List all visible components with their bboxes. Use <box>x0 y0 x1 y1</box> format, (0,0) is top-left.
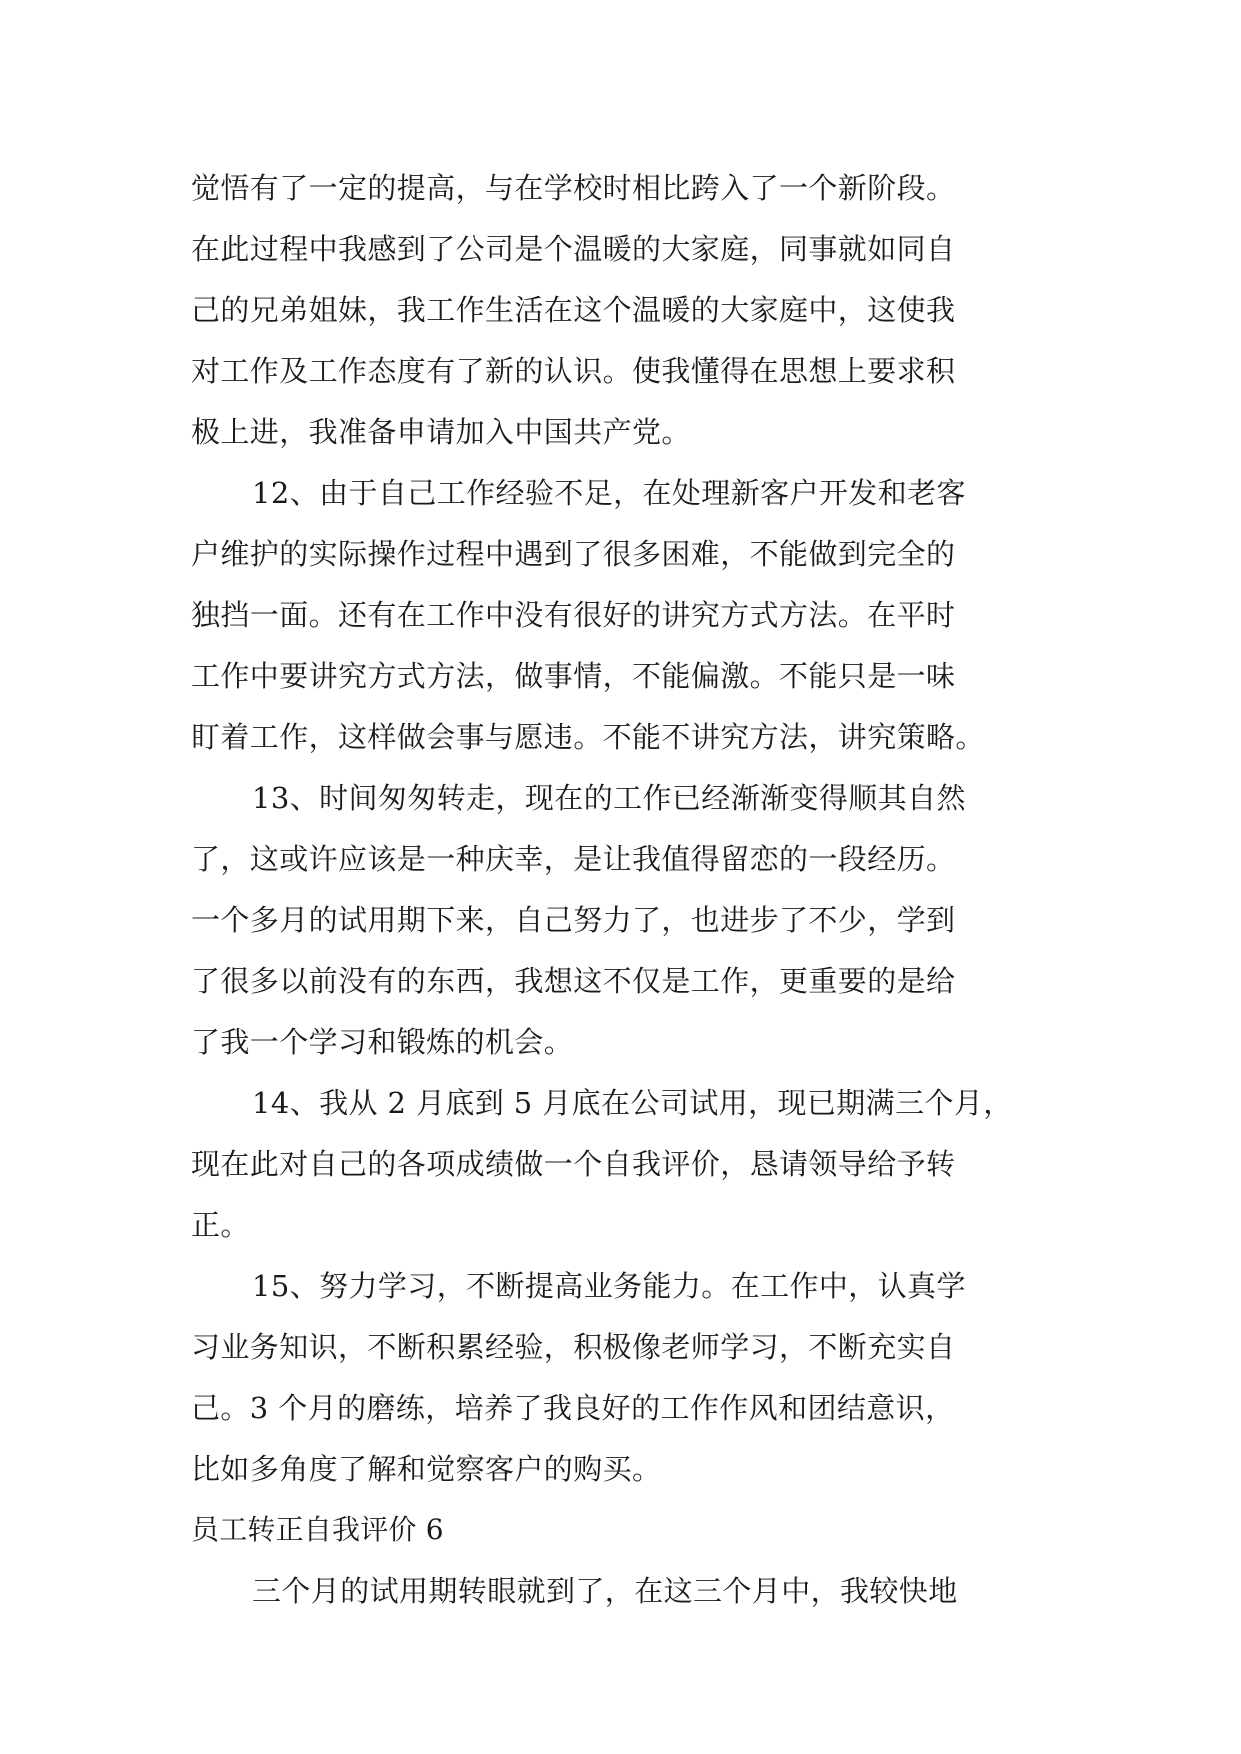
section-heading: 员工转正自我评价 6 <box>191 1513 444 1546</box>
text-line: 对工作及工作态度有了新的认识。使我懂得在思想上要求积 <box>191 354 956 388</box>
text-line: 习业务知识，不断积累经验，积极像老师学习，不断充实自 <box>191 1330 956 1364</box>
text-line: 己。3 个月的磨练，培养了我良好的工作作风和团结意识， <box>191 1391 955 1425</box>
text-line: 户维护的实际操作过程中遇到了很多困难，不能做到完全的 <box>191 537 956 571</box>
text-line: 工作中要讲究方式方法，做事情，不能偏激。不能只是一味 <box>191 659 956 693</box>
paragraph-15-start: 15、努力学习，不断提高业务能力。在工作中，认真学 <box>252 1269 966 1303</box>
text-line: 盯着工作，这样做会事与愿违。不能不讲究方法，讲究策略。 <box>191 720 985 754</box>
text-line: 觉悟有了一定的提高，与在学校时相比跨入了一个新阶段。 <box>191 171 956 205</box>
paragraph-14-start: 14、我从 2 月底到 5 月底在公司试用，现已期满三个月， <box>252 1086 1013 1120</box>
paragraph-12-start: 12、由于自己工作经验不足，在处理新客户开发和老客 <box>252 476 966 510</box>
text-line: 在此过程中我感到了公司是个温暖的大家庭，同事就如同自 <box>191 232 956 266</box>
text-line: 比如多角度了解和觉察客户的购买。 <box>191 1452 662 1486</box>
text-line: 正。 <box>191 1208 250 1242</box>
text-line: 了我一个学习和锻炼的机会。 <box>191 1025 574 1059</box>
paragraph-13-start: 13、时间匆匆转走，现在的工作已经渐渐变得顺其自然 <box>252 781 966 815</box>
text-line: 现在此对自己的各项成绩做一个自我评价，恳请领导给予转 <box>191 1147 956 1181</box>
text-line: 了很多以前没有的东西，我想这不仅是工作，更重要的是给 <box>191 964 956 998</box>
text-line: 独挡一面。还有在工作中没有很好的讲究方式方法。在平时 <box>191 598 956 632</box>
text-line: 了，这或许应该是一种庆幸，是让我值得留恋的一段经历。 <box>191 842 956 876</box>
text-line: 极上进，我准备申请加入中国共产党。 <box>191 415 691 449</box>
text-line: 己的兄弟姐妹，我工作生活在这个温暖的大家庭中，这使我 <box>191 293 956 327</box>
text-line: 一个多月的试用期下来，自己努力了，也进步了不少，学到 <box>191 903 956 937</box>
paragraph-start: 三个月的试用期转眼就到了，在这三个月中，我较快地 <box>252 1574 958 1608</box>
